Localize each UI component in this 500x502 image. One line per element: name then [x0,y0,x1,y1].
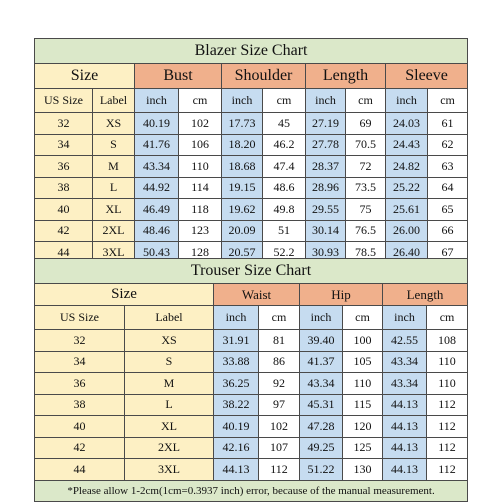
blazer-bust-cm-unit: cm [179,89,222,113]
trouser-size-table [34,258,468,502]
blazer-cell: 52.2 [263,242,306,264]
blazer-cell: 64 [428,177,468,199]
trouser-cell: 38 [35,394,125,416]
blazer-size-header: Size [35,64,135,89]
trouser-cell: 36.25 [214,373,259,395]
blazer-cell: 40.19 [135,113,179,135]
blazer-cell: 78.5 [346,242,386,264]
trouser-length-cm-unit: cm [427,306,468,330]
blazer-table-row [35,113,468,135]
blazer-cell: 66 [428,220,468,242]
trouser-cell: 44.13 [383,459,427,481]
blazer-cell: 48.6 [263,177,306,199]
trouser-cell: 44.13 [383,437,427,459]
trouser-cell: 49.25 [300,437,343,459]
blazer-cell: 46.2 [263,134,306,156]
blazer-cell: 61 [428,113,468,135]
trouser-cell: M [125,373,214,395]
trouser-cell: XS [125,330,214,352]
blazer-cell: XS [93,113,135,135]
blazer-cell: S [93,134,135,156]
trouser-cell: 33.88 [214,351,259,373]
blazer-cell: 72 [346,156,386,178]
trouser-length-inch-unit: inch [383,306,427,330]
blazer-cell: 34 [35,134,93,156]
trouser-cell: 105 [343,351,383,373]
blazer-cell: 18.20 [222,134,263,156]
blazer-cell: 38 [35,177,93,199]
blazer-cell: 20.09 [222,220,263,242]
trouser-cell: 42 [35,437,125,459]
blazer-table-row [35,199,468,221]
blazer-bust-inch-unit: inch [135,89,179,113]
blazer-table-row [35,177,468,199]
blazer-shoulder-inch-unit: inch [222,89,263,113]
blazer-table-row [35,134,468,156]
blazer-cell: M [93,156,135,178]
blazer-cell: 26.40 [386,242,428,264]
trouser-cell: 41.37 [300,351,343,373]
measurement-note: *Please allow 1-2cm(1cm=0.3937 inch) error, because of the manual measurement. [35,480,468,501]
blazer-cell: 41.76 [135,134,179,156]
trouser-cell: 110 [427,351,468,373]
blazer-sleeve-inch-unit: inch [386,89,428,113]
trouser-cell: 42.16 [214,437,259,459]
trouser-label-subheader: Label [125,306,214,330]
trouser-size-header: Size [35,284,214,306]
blazer-cell: 63 [428,156,468,178]
blazer-cell: 42 [35,220,93,242]
trouser-cell: S [125,351,214,373]
blazer-bust-header: Bust [135,64,222,89]
trouser-cell: 130 [343,459,383,481]
trouser-cell: 43.34 [300,373,343,395]
trouser-cell: 81 [259,330,300,352]
trouser-table-row [35,459,468,481]
trouser-cell: 36 [35,373,125,395]
trouser-cell: 40.19 [214,416,259,438]
trouser-cell: 44.13 [383,394,427,416]
trouser-cell: 51.22 [300,459,343,481]
trouser-cell: 112 [427,394,468,416]
trouser-cell: 38.22 [214,394,259,416]
trouser-cell: 110 [343,373,383,395]
blazer-size-table [34,38,468,264]
blazer-cell: L [93,177,135,199]
trouser-cell: 43.34 [383,373,427,395]
blazer-cell: 24.03 [386,113,428,135]
trouser-cell: 47.28 [300,416,343,438]
trouser-table-row [35,394,468,416]
trouser-hip-inch-unit: inch [300,306,343,330]
trouser-cell: 44.13 [383,416,427,438]
trouser-cell: 100 [343,330,383,352]
blazer-cell: 118 [179,199,222,221]
blazer-label-subheader: Label [93,89,135,113]
trouser-cell: 31.91 [214,330,259,352]
blazer-cell: 44 [35,242,93,264]
trouser-cell: 43.34 [383,351,427,373]
trouser-cell: 125 [343,437,383,459]
blazer-cell: 17.73 [222,113,263,135]
blazer-cell: 18.68 [222,156,263,178]
blazer-cell: 30.93 [306,242,346,264]
trouser-waist-inch-unit: inch [214,306,259,330]
blazer-cell: 26.00 [386,220,428,242]
trouser-cell: 102 [259,416,300,438]
blazer-cell: 46.49 [135,199,179,221]
blazer-cell: 44.92 [135,177,179,199]
blazer-cell: 123 [179,220,222,242]
blazer-cell: 2XL [93,220,135,242]
blazer-cell: 28.96 [306,177,346,199]
trouser-cell: 92 [259,373,300,395]
trouser-length-header: Length [383,284,468,306]
blazer-shoulder-header: Shoulder [222,64,306,89]
trouser-cell: 112 [427,459,468,481]
blazer-cell: 27.78 [306,134,346,156]
trouser-cell: 32 [35,330,125,352]
blazer-cell: 62 [428,134,468,156]
blazer-table-row [35,220,468,242]
trouser-cell: 40 [35,416,125,438]
trouser-cell: 112 [427,416,468,438]
blazer-cell: 29.55 [306,199,346,221]
trouser-hip-header: Hip [300,284,383,306]
blazer-cell: 48.46 [135,220,179,242]
trouser-waist-header: Waist [214,284,300,306]
blazer-length-inch-unit: inch [306,89,346,113]
trouser-cell: 44 [35,459,125,481]
blazer-cell: 30.14 [306,220,346,242]
blazer-cell: 20.57 [222,242,263,264]
blazer-cell: 25.22 [386,177,428,199]
blazer-cell: 128 [179,242,222,264]
blazer-cell: 67 [428,242,468,264]
blazer-table-row [35,156,468,178]
trouser-cell: 110 [427,373,468,395]
blazer-cell: 25.61 [386,199,428,221]
blazer-shoulder-cm-unit: cm [263,89,306,113]
trouser-cell: 120 [343,416,383,438]
blazer-cell: 51 [263,220,306,242]
blazer-cell: 73.5 [346,177,386,199]
trouser-cell: 34 [35,351,125,373]
trouser-cell: 39.40 [300,330,343,352]
blazer-cell: 36 [35,156,93,178]
blazer-cell: 49.8 [263,199,306,221]
blazer-cell: 40 [35,199,93,221]
trouser-cell: L [125,394,214,416]
trouser-table-row [35,351,468,373]
blazer-cell: 102 [179,113,222,135]
blazer-cell: 110 [179,156,222,178]
blazer-cell: 3XL [93,242,135,264]
blazer-cell: 76.5 [346,220,386,242]
blazer-cell: 106 [179,134,222,156]
blazer-cell: 43.34 [135,156,179,178]
blazer-us-size-subheader: US Size [35,89,93,113]
blazer-cell: 70.5 [346,134,386,156]
trouser-title: Trouser Size Chart [35,259,468,284]
blazer-length-cm-unit: cm [346,89,386,113]
blazer-cell: 47.4 [263,156,306,178]
trouser-cell: 112 [259,459,300,481]
blazer-cell: 24.43 [386,134,428,156]
trouser-cell: 86 [259,351,300,373]
trouser-hip-cm-unit: cm [343,306,383,330]
trouser-table-row [35,330,468,352]
blazer-cell: 19.15 [222,177,263,199]
trouser-cell: 97 [259,394,300,416]
trouser-cell: 108 [427,330,468,352]
trouser-us-size-subheader: US Size [35,306,125,330]
trouser-waist-cm-unit: cm [259,306,300,330]
blazer-cell: 65 [428,199,468,221]
trouser-cell: 107 [259,437,300,459]
blazer-cell: 28.37 [306,156,346,178]
trouser-cell: 42.55 [383,330,427,352]
blazer-cell: 27.19 [306,113,346,135]
blazer-cell: 32 [35,113,93,135]
trouser-table-row [35,373,468,395]
blazer-cell: 114 [179,177,222,199]
blazer-length-header: Length [306,64,386,89]
trouser-table-row [35,437,468,459]
blazer-sleeve-cm-unit: cm [428,89,468,113]
blazer-cell: 24.82 [386,156,428,178]
blazer-cell: 69 [346,113,386,135]
blazer-title: Blazer Size Chart [35,39,468,64]
trouser-table-row [35,416,468,438]
blazer-cell: XL [93,199,135,221]
trouser-cell: 115 [343,394,383,416]
trouser-cell: 112 [427,437,468,459]
trouser-cell: 3XL [125,459,214,481]
blazer-cell: 19.62 [222,199,263,221]
trouser-cell: XL [125,416,214,438]
blazer-cell: 45 [263,113,306,135]
blazer-cell: 75 [346,199,386,221]
blazer-cell: 50.43 [135,242,179,264]
trouser-cell: 45.31 [300,394,343,416]
trouser-cell: 2XL [125,437,214,459]
trouser-cell: 44.13 [214,459,259,481]
blazer-sleeve-header: Sleeve [386,64,468,89]
